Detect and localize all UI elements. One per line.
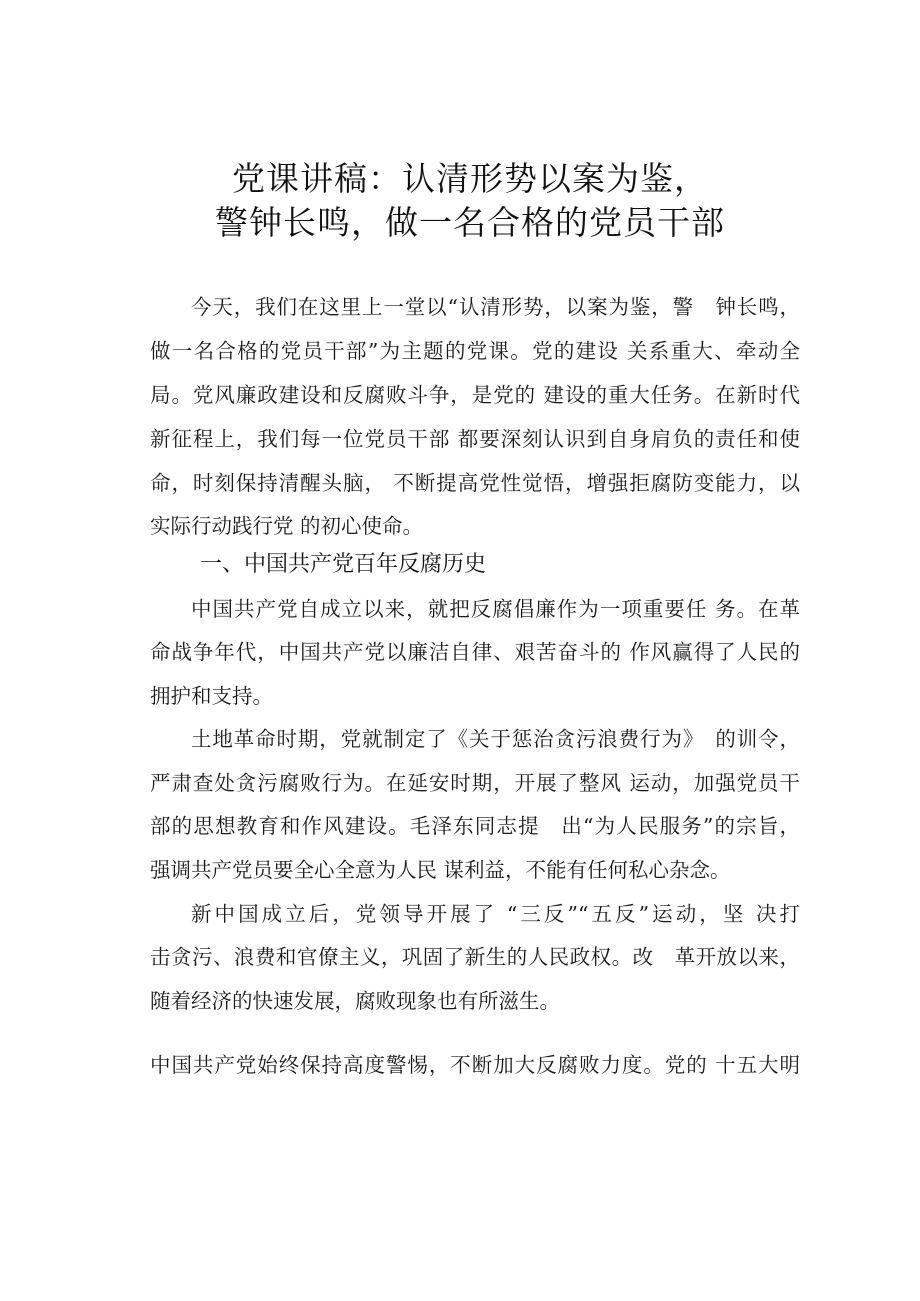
paragraph-line: 新征程上，我们每一位党员干部 都要深刻认识到自身肩负的责任和使: [150, 427, 800, 451]
paragraph-line: 严肃查处贪污腐败行为。在延安时期，开展了整风 运动，加强党员干: [150, 771, 800, 795]
paragraph-line: 拥护和支持。: [150, 684, 273, 708]
paragraph-line: 命，时刻保持清醒头脑， 不断提高党性觉悟，增强拒腐防变能力，以: [150, 471, 800, 495]
paragraph-line: 击贪污、浪费和官僚主义，巩固了新生的人民政权。改 革开放以来，: [150, 945, 800, 969]
paragraph-line: 中国共产党始终保持高度警惕，不断加大反腐败力度。党的 十五大明: [150, 1053, 800, 1077]
paragraph-line: 土地革命时期，党就制定了《关于惩治贪污浪费行为》 的训令，: [191, 727, 800, 751]
paragraph-line: 实际行动践行党 的初心使命。: [150, 514, 424, 538]
paragraph-line: 随着经济的快速发展，腐败现象也有所滋生。: [150, 989, 560, 1013]
paragraph-line: 做一名合格的党员干部”为主题的党课。党的建设 关系重大、牵动全: [150, 339, 800, 363]
paragraph-line: 部的思想教育和作风建设。毛泽东同志提 出“为人民服务”的宗旨，: [150, 814, 800, 838]
paragraph-line: 新中国成立后，党领导开展了 “三反”“五反”运动，坚 决打: [191, 902, 800, 926]
section-heading: 一、中国共产党百年反腐历史: [200, 552, 487, 577]
paragraph-line: 命战争年代，中国共产党以廉洁自律、艰苦奋斗的 作风赢得了人民的: [150, 640, 800, 664]
paragraph-line: 强调共产党员要全心全意为人民 谋利益，不能有任何私心杂念。: [150, 858, 731, 882]
paragraph-line: 中国共产党自成立以来，就把反腐倡廉作为一项重要任 务。在革: [191, 597, 800, 621]
paragraph-line: 今天，我们在这里上一堂以“认清形势，以案为鉴，警 钟长鸣，: [191, 295, 800, 319]
document-title-line-1: 党课讲稿：认清形势以案为鉴，: [232, 159, 708, 198]
document-title-line-2: 警钟长鸣，做一名合格的党员干部: [215, 203, 725, 242]
paragraph-line: 局。党风廉政建设和反腐败斗争，是党的 建设的重大任务。在新时代: [150, 383, 800, 407]
